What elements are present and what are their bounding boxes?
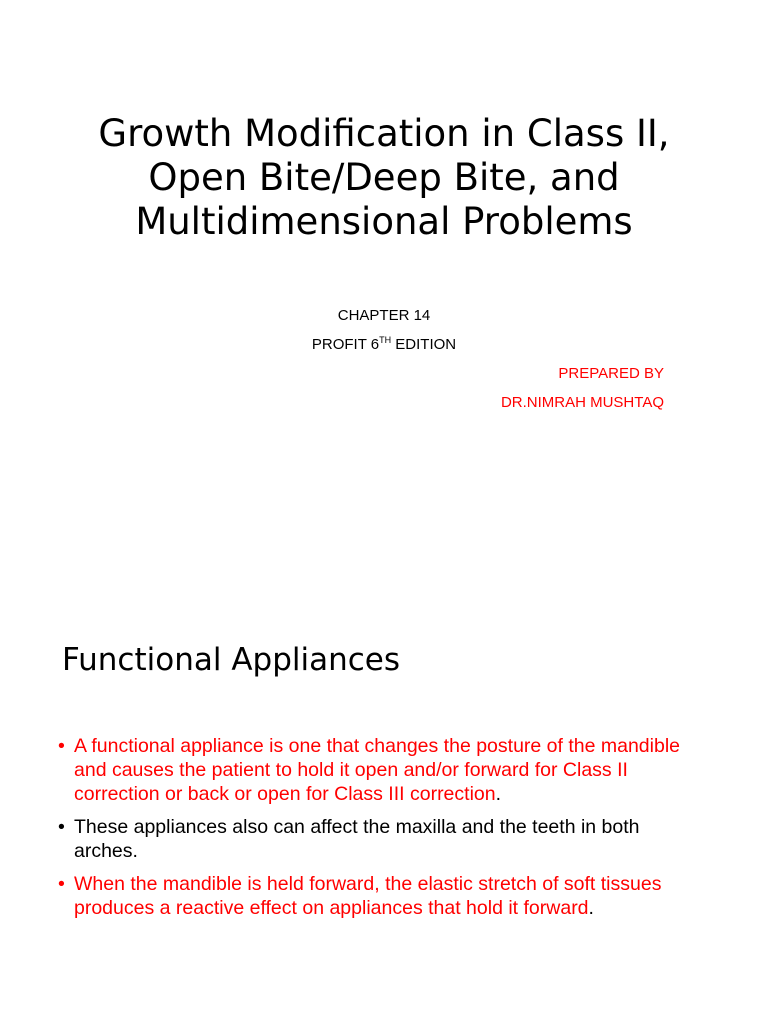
bullet-suffix: . bbox=[588, 897, 594, 919]
chapter-label: CHAPTER 14 bbox=[337, 307, 431, 324]
bullet-text: A functional appliance is one that changes the posture of the mandible and causes the patient to hold it open and/or forward for Class II correction or back or open for Class III correction bbox=[74, 735, 681, 805]
edition-superscript: TH bbox=[379, 335, 392, 345]
slide-title: Growth Modification in Class II, Open Bite/Deep Bite, and Multidimensional Problems bbox=[98, 112, 670, 243]
author-name: DR.NIMRAH MUSHTAQ bbox=[500, 394, 664, 411]
bullet-marker: • bbox=[58, 735, 65, 757]
bullet-list bbox=[58, 734, 708, 929]
bullet-text: These appliances also can affect the maxilla and the teeth in both arches. bbox=[74, 816, 640, 862]
bullet-text: When the mandible is held forward, the elastic stretch of soft tissues produces a reactive effect on appliances that hold it forward bbox=[74, 873, 662, 919]
edition-label bbox=[0, 336, 768, 353]
content-slide bbox=[0, 512, 768, 1024]
section-heading: Functional Appliances bbox=[62, 642, 401, 678]
edition-text: PROFIT 6 bbox=[311, 336, 380, 353]
bullet-marker: • bbox=[58, 873, 65, 895]
bullet-item bbox=[58, 734, 708, 806]
edition-suffix: EDITION bbox=[391, 336, 457, 353]
prepared-by-label: PREPARED BY bbox=[558, 365, 664, 382]
bullet-item bbox=[58, 815, 708, 863]
bullet-marker: • bbox=[58, 816, 65, 838]
bullet-item bbox=[58, 872, 708, 920]
bullet-suffix: . bbox=[495, 783, 502, 805]
